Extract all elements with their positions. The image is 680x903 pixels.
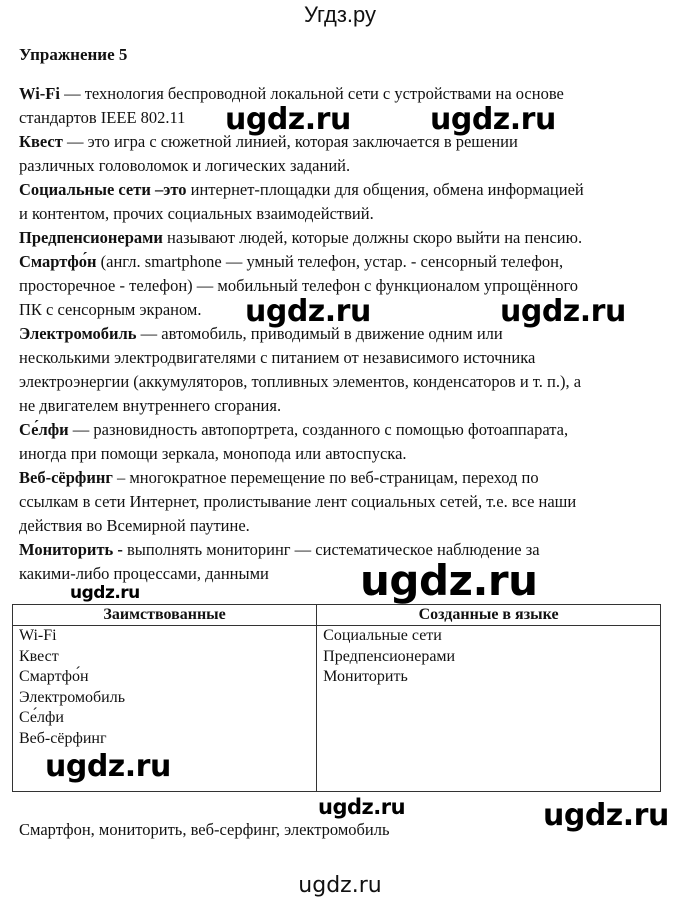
text-line [19, 420, 568, 440]
text-line [19, 372, 581, 392]
answer-text: Смартфон, мониторить, веб-серфинг, электромобиль [19, 820, 390, 839]
site-title: Угдз.ру [303, 2, 377, 27]
text-line [19, 348, 535, 368]
term: Электромобиль [19, 324, 137, 343]
text-line [19, 84, 564, 104]
watermark: ugdz.ru [225, 102, 351, 137]
table-cell-word: Социальные сети [323, 627, 442, 644]
text-line [19, 156, 350, 176]
definition-text: несколькими электродвигателями с питанием от независимого источника [19, 348, 536, 367]
watermark: ugdz.ru [500, 294, 626, 329]
text-line [19, 228, 582, 248]
table-cell-word: Предпенсионерами [323, 647, 456, 665]
table-cell-word: Смартфо́н [19, 668, 89, 685]
text-line [19, 468, 539, 488]
definition-text: — разновидность автопортрета, созданного с помощью фотоаппарата, [68, 420, 569, 439]
definition-text: выполнять мониторинг — систематическое наблюдение за [122, 540, 540, 559]
header-native: Созданные в языке [317, 605, 661, 626]
term: Социальные сети –это [19, 180, 187, 199]
term: Веб-сёрфинг [19, 468, 113, 487]
definition-text: – многократное перемещение по веб-страницам, переход по [112, 468, 539, 487]
text-line [19, 564, 269, 584]
text-line [19, 204, 374, 224]
text-line [19, 276, 578, 296]
definition-text: интернет-площадки для общения, обмена информацией [186, 180, 584, 199]
watermark: ugdz.ru [430, 102, 556, 137]
text-line [19, 516, 250, 536]
definition-text: просторечное - телефон) — мобильный телефон с функционалом упрощённого [19, 276, 579, 295]
watermark: ugdz.ru [245, 294, 371, 329]
table-cell-word: Электромобиль [19, 688, 125, 706]
definition-text: называют людей, которые должны скоро выйти на пенсию. [162, 228, 583, 247]
definition-text: — технология беспроводной локальной сети с устройствами на основе [59, 84, 564, 103]
watermark: ugdz.ru [543, 798, 669, 833]
table-cell-word: Мониторить [323, 668, 408, 685]
definition-text: — это игра с сюжетной линией, которая заключается в решении [62, 132, 518, 151]
header-borrowed: Заимствованные [13, 605, 317, 626]
text-line [19, 108, 185, 128]
watermark: ugdz.ru [318, 795, 406, 819]
definition-text: ссылкам в сети Интернет, пролистывание лент социальных сетей, т.е. все наши [19, 492, 577, 511]
term: Предпенсионерами [19, 228, 163, 247]
term: Смартфо́н [19, 252, 97, 271]
definition-text: действия во Всемирной паутине. [19, 516, 250, 535]
term: Квест [19, 132, 63, 151]
term: Се́лфи [19, 420, 69, 439]
definition-text: различных головоломок и логических заданий. [19, 156, 351, 175]
definition-text: электроэнергии (аккумуляторов, топливных элементов, конденсаторов и т. п.), а [19, 372, 582, 391]
text-line [19, 444, 407, 464]
term: Мониторить - [19, 540, 123, 559]
text-line [19, 300, 201, 320]
watermark: ugdz.ru [360, 556, 538, 605]
native-column [317, 626, 661, 792]
definition-text: не двигателем внутреннего сгорания. [19, 396, 282, 415]
table-cell-word: Веб-сёрфинг [19, 729, 107, 747]
watermark: ugdz.ru [70, 583, 140, 603]
definition-text: какими-либо процессами, данными [19, 564, 269, 583]
table-cell-word: Се́лфи [19, 709, 64, 726]
definition-text: и контентом, прочих социальных взаимодействий. [19, 204, 374, 223]
table-cell-word: Wi-Fi [19, 627, 57, 644]
table-cell-word: Квест [19, 647, 59, 665]
text-line [19, 252, 563, 272]
definition-text: ПК с сенсорным экраном. [19, 300, 202, 319]
definition-text: стандартов IEEE 802.11 [19, 108, 186, 127]
text-line [19, 492, 576, 512]
term: Wi-Fi [19, 84, 60, 103]
definition-text: — автомобиль, приводимый в движение одним или [136, 324, 503, 343]
definition-text: иногда при помощи зеркала, монопода или автоспуска. [19, 444, 407, 463]
footer-watermark: ugdz.ru [298, 873, 382, 898]
text-line [19, 180, 584, 200]
definition-text: (англ. smartphone — умный телефон, устар. - сенсорный телефон, [96, 252, 564, 271]
exercise-title: Упражнение 5 [19, 45, 128, 64]
text-line [19, 396, 281, 416]
watermark: ugdz.ru [45, 749, 171, 784]
